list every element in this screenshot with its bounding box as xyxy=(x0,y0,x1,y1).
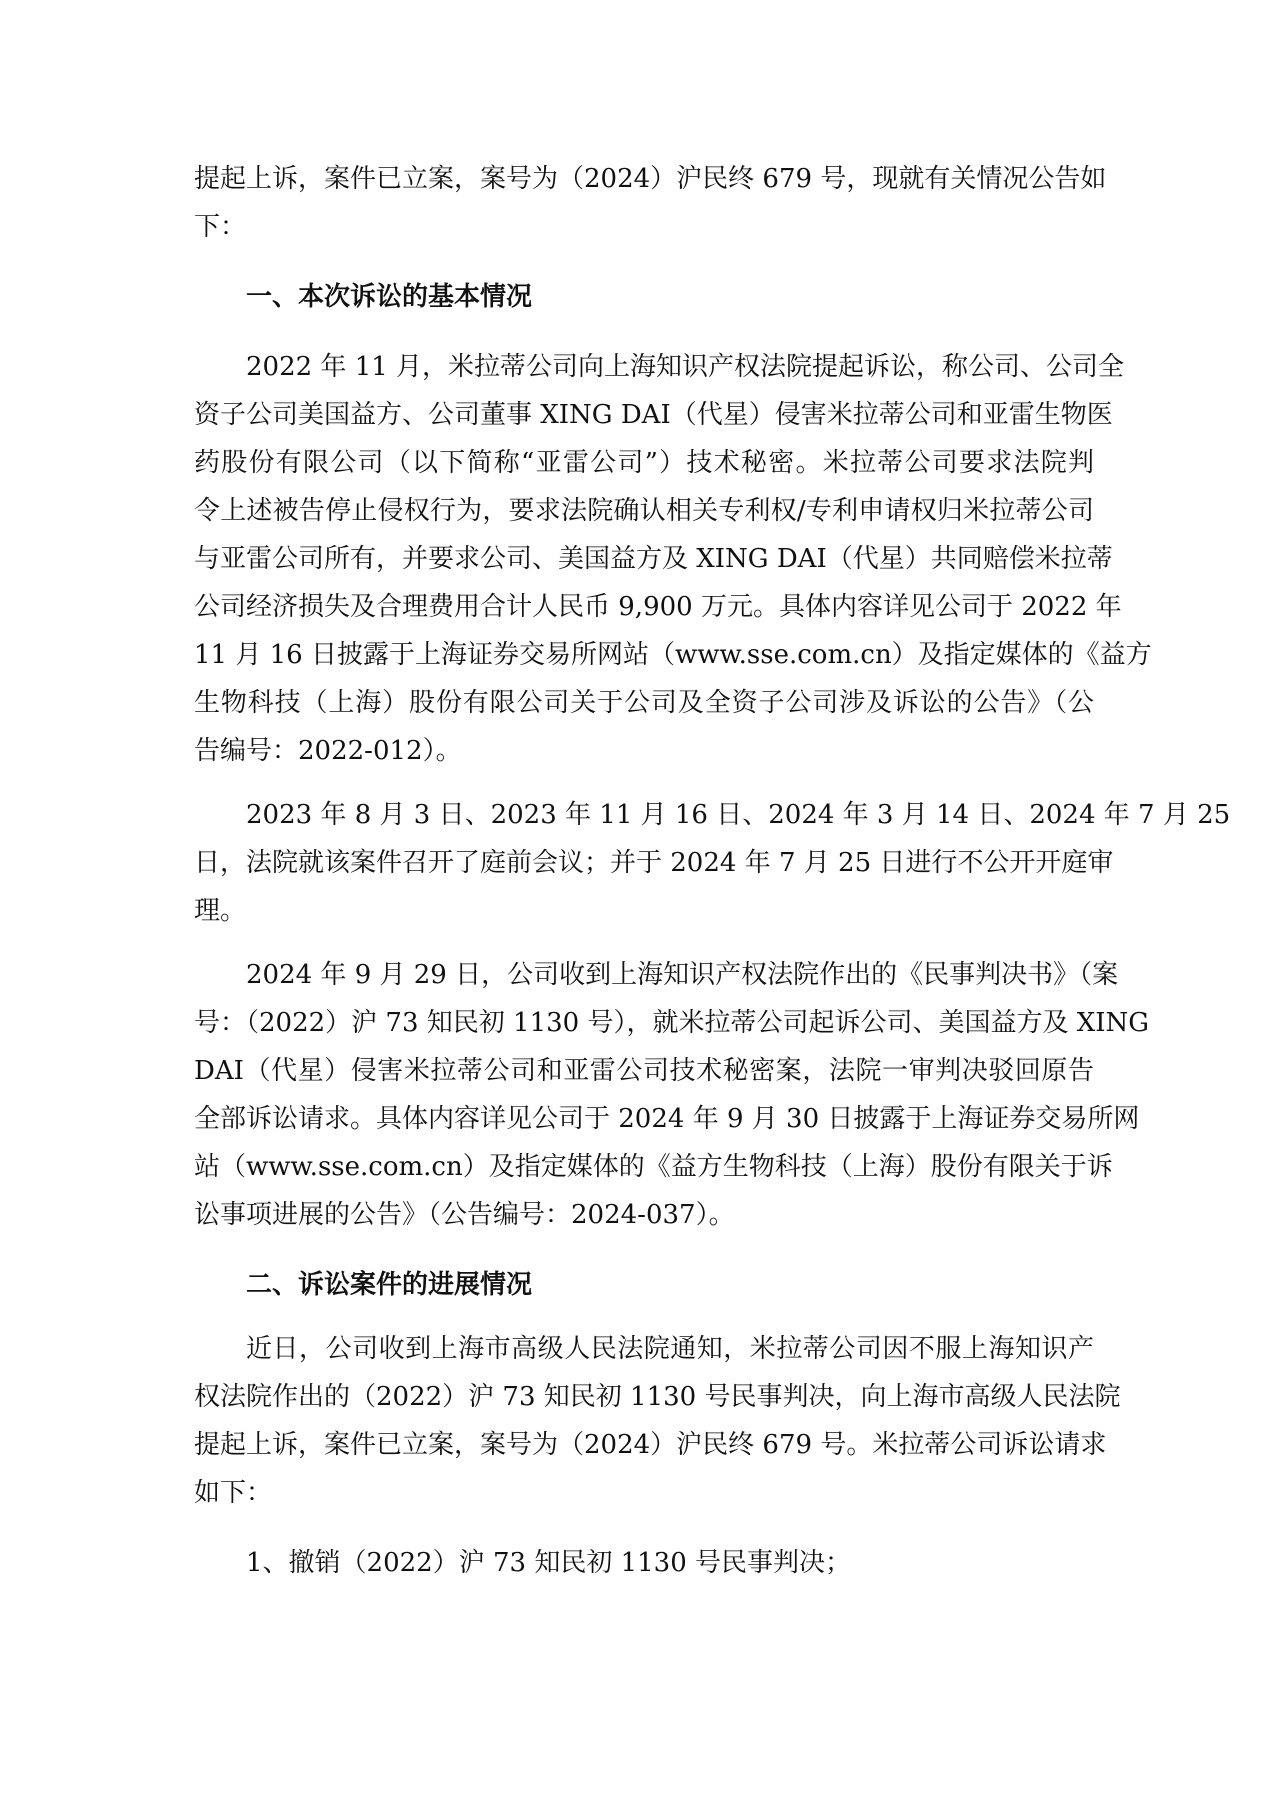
section-heading-progress: 二、诉讼案件的进展情况 xyxy=(246,1270,533,1300)
section-heading-basic-info: 一、本次诉讼的基本情况 xyxy=(246,282,533,312)
paragraph-first-instance-judgment xyxy=(194,951,1150,1239)
text-line: 药股份有限公司（以下简称“亚雷公司”）技术秘密。米拉蒂公司要求法院判 xyxy=(194,448,1094,478)
appeal-request-item-1: 1、撤销（2022）沪 73 知民初 1130 号民事判决； xyxy=(246,1548,852,1578)
text-line: 如下： xyxy=(194,1478,273,1508)
text-line: 近日，公司收到上海市高级人民法院通知，米拉蒂公司因不服上海知识产 xyxy=(246,1334,1094,1364)
intro-paragraph xyxy=(194,155,1107,251)
document-page xyxy=(194,155,1231,1587)
text-line: 权法院作出的（2022）沪 73 知民初 1130 号民事判决，向上海市高级人民法院 xyxy=(194,1382,1121,1412)
text-line: 2023 年 8 月 3 日、2023 年 11 月 16 日、2024 年 3 月 14 日、2024 年 7 月 25 xyxy=(246,800,1231,830)
text-line: 公司经济损失及合理费用合计人民币 9,900 万元。具体内容详见公司于 2022 年 xyxy=(194,592,1122,622)
paragraph-appeal xyxy=(194,1325,1121,1517)
text-line: 日，法院就该案件召开了庭前会议；并于 2024 年 7 月 25 日进行不公开开庭审 xyxy=(194,848,1114,878)
text-line: 提起上诉，案件已立案，案号为（2024）沪民终 679 号，现就有关情况公告如 xyxy=(194,164,1107,194)
text-line: 生物科技（上海）股份有限公司关于公司及全资子公司涉及诉讼的公告》（公 xyxy=(194,688,1094,718)
text-line: 站（www.sse.com.cn）及指定媒体的《益方生物科技（上海）股份有限关于诉 xyxy=(194,1152,1113,1182)
text-line: 提起上诉，案件已立案，案号为（2024）沪民终 679 号。米拉蒂公司诉讼请求 xyxy=(194,1430,1107,1460)
text-line: 讼事项进展的公告》（公告编号：2024-037）。 xyxy=(194,1200,735,1230)
text-line: 2024 年 9 月 29 日，公司收到上海知识产权法院作出的《民事判决书》（案 xyxy=(246,960,1119,990)
text-line: 理。 xyxy=(194,896,247,926)
text-line: 号：（2022）沪 73 知民初 1130 号），就米拉蒂公司起诉公司、美国益方及 XING xyxy=(194,1008,1150,1038)
text-line: 全部诉讼请求。具体内容详见公司于 2024 年 9 月 30 日披露于上海证券交易所网 xyxy=(194,1104,1140,1134)
text-line: DAI（代星）侵害米拉蒂公司和亚雷公司技术秘密案，法院一审判决驳回原告 xyxy=(194,1056,1094,1086)
text-line: 资子公司美国益方、公司董事 XING DAI（代星）侵害米拉蒂公司和亚雷生物医 xyxy=(194,400,1113,430)
text-line: 与亚雷公司所有，并要求公司、美国益方及 XING DAI（代星）共同赔偿米拉蒂 xyxy=(194,544,1113,574)
text-line: 11 月 16 日披露于上海证券交易所网站（www.sse.com.cn）及指定媒体的《益方 xyxy=(194,640,1152,670)
text-line: 告编号：2022-012）。 xyxy=(194,736,462,766)
text-line: 下： xyxy=(194,212,247,242)
text-line: 令上述被告停止侵权行为，要求法院确认相关专利权/专利申请权归米拉蒂公司 xyxy=(194,496,1094,526)
paragraph-pretrial-meetings xyxy=(194,791,1231,935)
text-line: 2022 年 11 月，米拉蒂公司向上海知识产权法院提起诉讼，称公司、公司全 xyxy=(246,352,1125,382)
paragraph-lawsuit-filing xyxy=(194,343,1152,775)
